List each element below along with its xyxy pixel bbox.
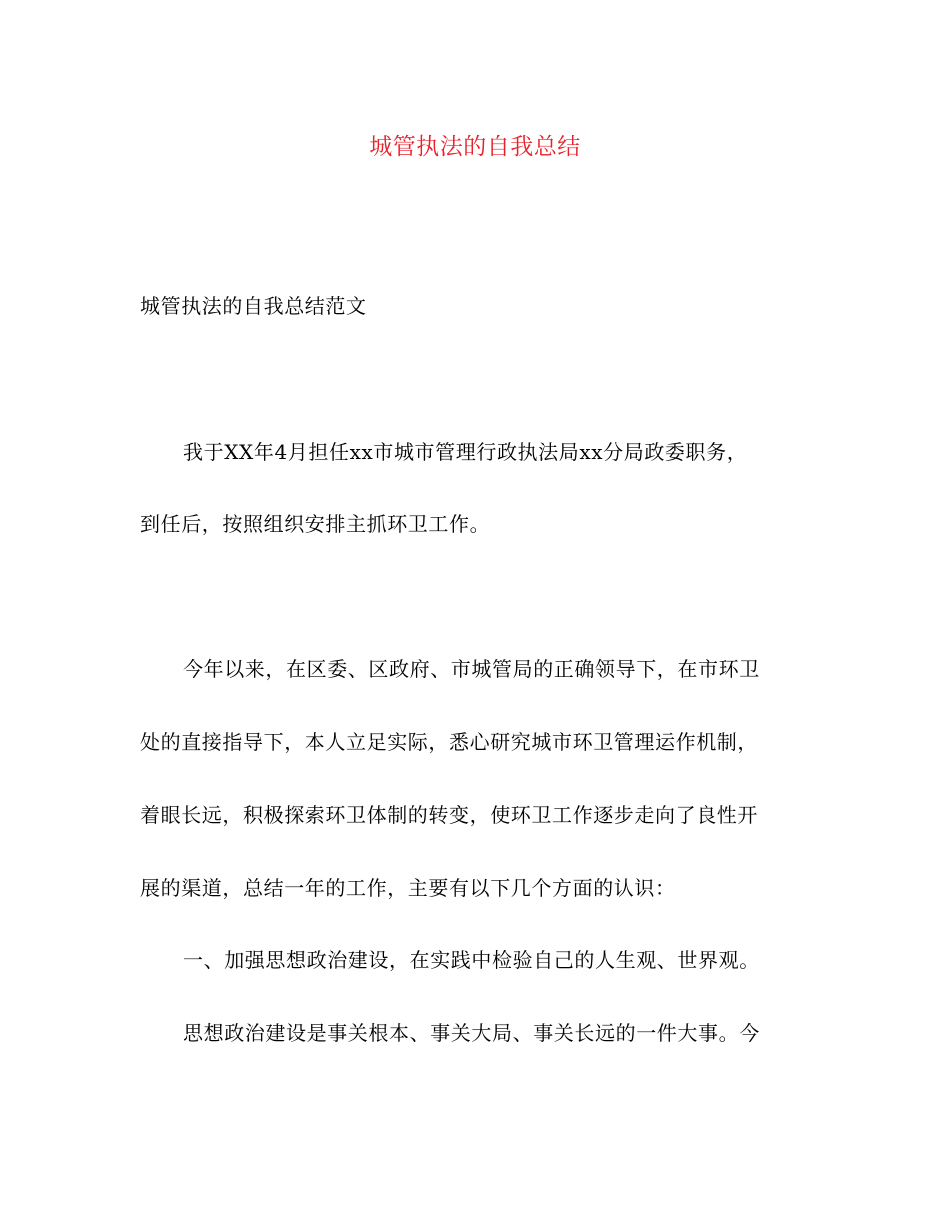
paragraph-line: 着眼长远，积极探索环卫体制的转变，使环卫工作逐步走向了良性开 <box>140 803 758 827</box>
paragraph-line: 今年以来，在区委、区政府、市城管局的正确领导下，在市环卫 <box>183 657 760 681</box>
document-subtitle: 城管执法的自我总结范文 <box>140 294 367 318</box>
paragraph-line: 展的渠道，总结一年的工作，主要有以下几个方面的认识： <box>140 876 676 900</box>
paragraph-line: 思想政治建设是事关根本、事关大局、事关长远的一件大事。今 <box>183 1021 760 1045</box>
document-title: 城管执法的自我总结 <box>369 134 581 160</box>
section-heading: 一、加强思想政治建设，在实践中检验自己的人生观、世界观。 <box>183 948 760 972</box>
paragraph-line: 到任后，按照组织安排主抓环卫工作。 <box>140 512 491 536</box>
paragraph-line: 处的直接指导下，本人立足实际，悉心研究城市环卫管理运作机制， <box>140 730 758 754</box>
paragraph-line: 我于XX年4月担任xx市城市管理行政执法局xx分局政委职务， <box>183 440 748 464</box>
